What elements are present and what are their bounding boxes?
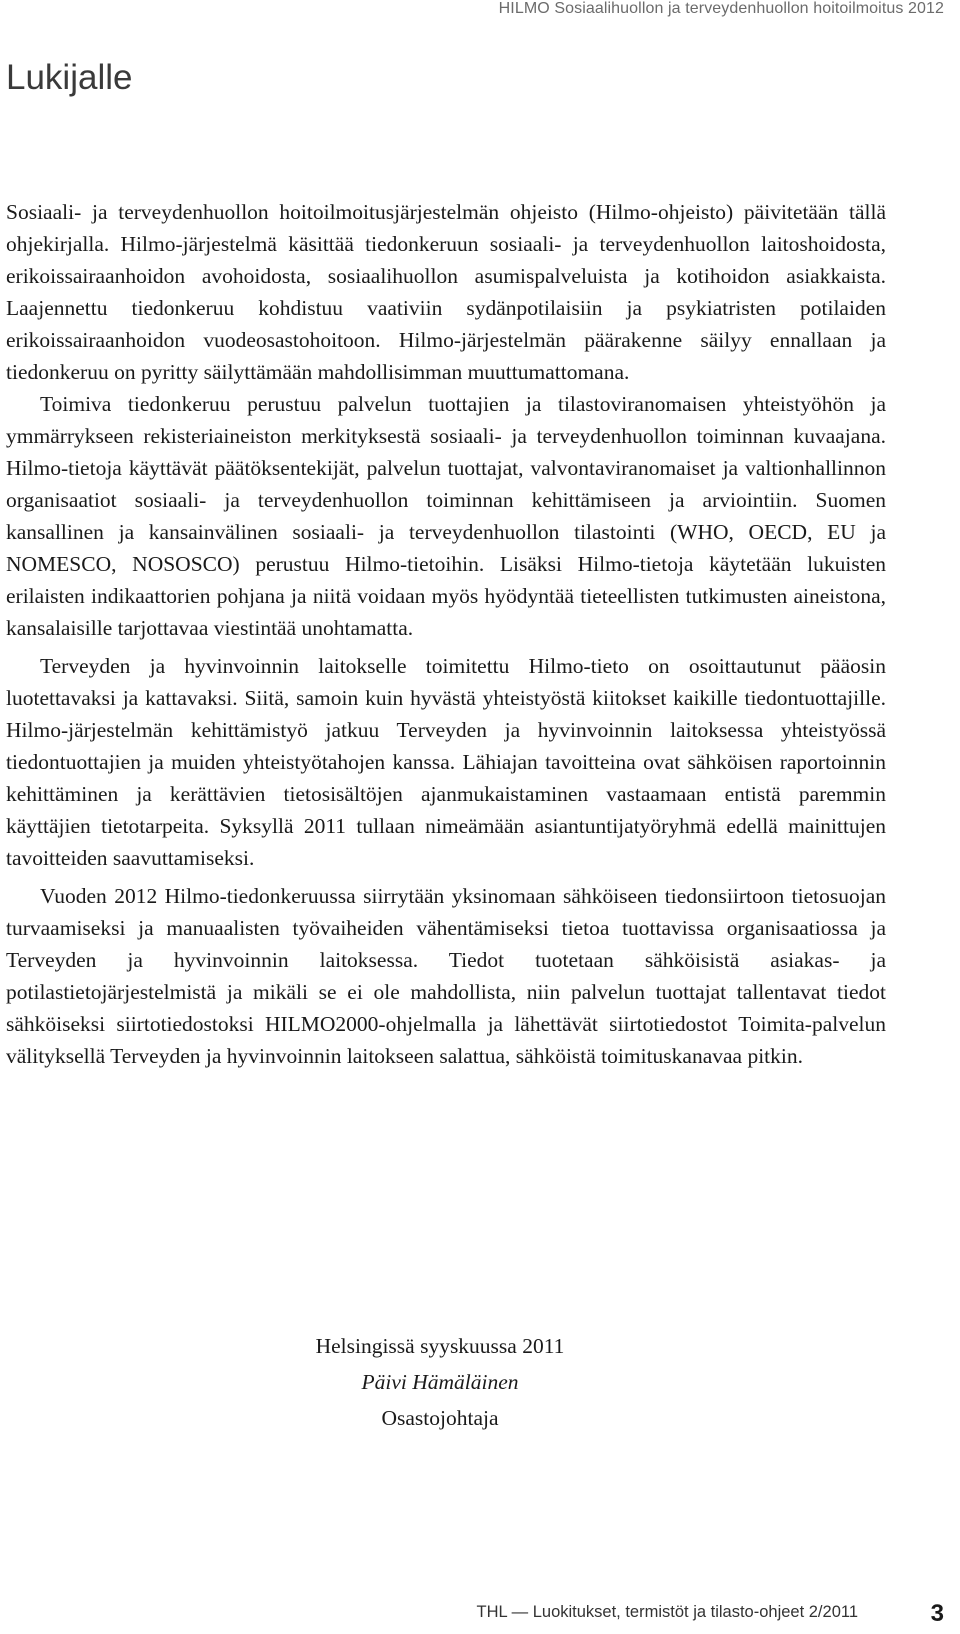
signature-role: Osastojohtaja: [381, 1406, 499, 1430]
signature-block: [0, 1328, 880, 1436]
page-number: 3: [930, 1600, 944, 1627]
page-title: Lukijalle: [6, 58, 133, 97]
page-footer: [0, 1588, 960, 1628]
body-text: [6, 196, 886, 1072]
paragraph-electronic-transfer: Vuoden 2012 Hilmo-tiedonkeruussa siirrytään yksinomaan sähköiseen tiedonsiirtoon tietosuojan turvaamiseksi ja manuaalisten työvaiheiden vähentämiseksi tietoa tuottavissa organisaatiossa ja Terveyden ja hyvinvoinnin laitoksessa. Tiedot tuotetaan sähköisistä asiakas- ja potilastietojärjestelmistä ja mikäli se ei ole mahdollista, niin palvelun tuottajat tallentavat tiedot sähköiseksi siirtotiedostoksi HILMO2000-ohjelmalla ja lähettävät siirtotiedostot Toimita-palvelun välityksellä Terveyden ja hyvinvoinnin laitokseen salattua, sähköistä toimituskanavaa pitkin.: [6, 884, 886, 1068]
running-header: HILMO Sosiaalihuollon ja terveydenhuollon hoitoilmoitus 2012: [498, 0, 944, 17]
signature-place-date: Helsingissä syyskuussa 2011: [315, 1334, 565, 1358]
paragraph-reliability: Terveyden ja hyvinvoinnin laitokselle toimitettu Hilmo-tieto on osoittautunut pääosin luotettavaksi ja kattavaksi. Siitä, samoin kuin hyvästä yhteistyöstä kiitokset kaikille tiedontuottajille. Hilmo-järjestelmän kehittämistyö jatkuu Terveyden ja hyvinvoinnin laitoksessa yhteistyössä tiedontuottajien ja muiden yhteistyötahojen kanssa. Lähiajan tavoitteina ovat sähköisen raportoinnin kehittäminen ja kerättävien tietosisältöjen ajanmukaistaminen vastaamaan entistä paremmin käyttäjien tietotarpeita. Syksyllä 2011 tullaan nimeämään asiantuntijatyöryhmä edellä mainittujen tavoitteiden saavuttamiseksi.: [6, 654, 886, 870]
footer-series: THL — Luokitukset, termistöt ja tilasto-ohjeet 2/2011: [476, 1603, 858, 1621]
signature-name: Päivi Hämäläinen: [361, 1370, 519, 1394]
paragraph-cooperation: Toimiva tiedonkeruu perustuu palvelun tuottajien ja tilastoviranomaisen yhteistyöhön ja ymmärrykseen rekisteriaineiston merkityksestä sosiaali- ja terveydenhuollon toiminnan kuvaajana. Hilmo-tietoja käyttävät päätöksentekijät, palvelun tuottajat, valvontaviranomaiset ja valtionhallinnon organisaatiot sosiaali- ja terveydenhuollon toiminnan kehittämiseen ja arviointiin. Suomen kansallinen ja kansainvälinen sosiaali- ja terveydenhuollon tilastointi (WHO, OECD, EU ja NOMESCO, NOSOSCO) perustuu Hilmo-tietoihin. Lisäksi Hilmo-tietoja käytetään lukuisten erilaisten indikaattorien pohjana ja niitä voidaan myös hyödyntää tieteellisten tutkimusten aineistona, kansalaisille tarjottavaa viestintää unohtamatta.: [6, 392, 886, 640]
paragraph-intro: Sosiaali- ja terveydenhuollon hoitoilmoitusjärjestelmän ohjeisto (Hilmo-ohjeisto) päivitetään tällä ohjekirjalla. Hilmo-järjestelmä käsittää tiedonkeruun sosiaali- ja terveydenhuollon laitoshoidosta, erikoissairaanhoidon avohoidosta, sosiaalihuollon asumispalveluista ja kotihoidon asiakkaista. Laajennettu tiedonkeruu kohdistuu vaativiin sydänpotilaisiin ja psykiatristen potilaiden erikoissairaanhoidon vuodeosastohoitoon. Hilmo-järjestelmän päärakenne säilyy ennallaan ja tiedonkeruu on pyritty säilyttämään mahdollisimman muuttumattomana.: [6, 200, 886, 384]
